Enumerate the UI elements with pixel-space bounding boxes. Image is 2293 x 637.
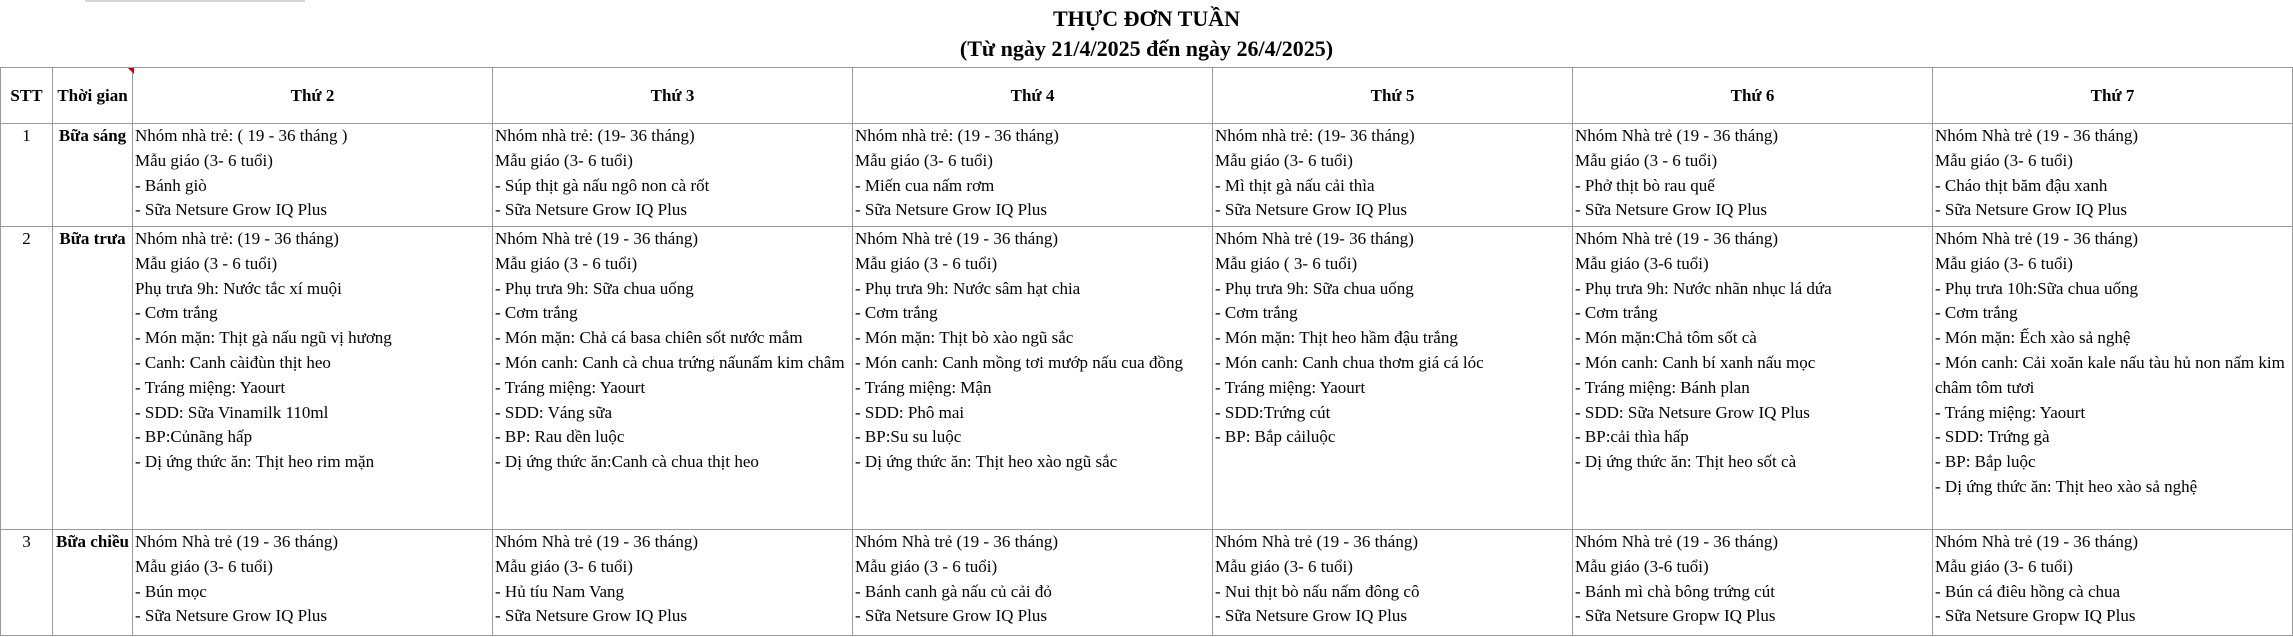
menu-line: - Miến cua nấm rơm — [855, 175, 995, 195]
menu-line: Nhóm nhà trẻ: (19- 36 tháng) — [1215, 126, 1415, 145]
menu-line: - SDD: Sữa Vinamilk 110ml — [135, 402, 329, 422]
menu-line: - Tráng miệng: Yaourt — [1215, 377, 1366, 397]
menu-cell — [493, 124, 853, 227]
menu-line: - Canh: Canh càiđùn thịt heo — [135, 352, 331, 372]
menu-line: - SDD: Sữa Netsure Grow IQ Plus — [1575, 402, 1810, 422]
menu-line: - Sữa Netsure Grow IQ Plus — [1215, 606, 1407, 626]
menu-line: - Sữa Netsure Gropw IQ Plus — [1935, 606, 2136, 626]
menu-line: Mẫu giáo (3 - 6 tuổi) — [1575, 150, 1718, 170]
menu-line: Nhóm Nhà trẻ (19- 36 tháng) — [1215, 229, 1414, 248]
menu-line: - Món mặn: Thịt heo hầm đậu trắng — [1215, 328, 1458, 348]
menu-line: - Món canh: Canh mồng tơi mướp nấu cua đồng — [855, 352, 1183, 372]
menu-line: - BP:cải thìa hấp — [1575, 427, 1689, 447]
menu-cell — [853, 530, 1213, 636]
menu-line: - Món mặn:Chả tôm sốt cà — [1575, 328, 1757, 348]
menu-line: - Sữa Netsure Grow IQ Plus — [135, 200, 327, 220]
header-thu-3: Thứ 3 — [493, 68, 853, 124]
menu-line: Mẫu giáo (3- 6 tuổi) — [1215, 556, 1353, 576]
menu-cell — [493, 227, 853, 530]
menu-line: Nhóm Nhà trẻ (19 - 36 tháng) — [495, 229, 699, 248]
menu-line: Mẫu giáo (3- 6 tuổi) — [495, 556, 633, 576]
menu-line: - Cơm trắng — [495, 303, 578, 323]
header-time: Thời gian — [53, 68, 133, 124]
header-thu-5: Thứ 5 — [1213, 68, 1573, 124]
menu-line: Mẫu giáo (3-6 tuổi) — [1575, 556, 1709, 576]
menu-line: - SDD: Phô mai — [855, 402, 965, 422]
header-stt: STT — [1, 68, 53, 124]
menu-line: Mẫu giáo (3- 6 tuổi) — [135, 150, 273, 170]
menu-line: - Cơm trắng — [1215, 303, 1298, 323]
menu-line: - Tráng miệng: Bánh plan — [1575, 377, 1750, 397]
menu-cell — [133, 124, 493, 227]
menu-line: - Món mặn: Chả cá basa chiên sốt nước mắm — [495, 328, 803, 348]
menu-line: - Cơm trắng — [1935, 303, 2018, 323]
menu-line: Nhóm Nhà trẻ (19 - 36 tháng) — [1935, 532, 2139, 551]
menu-line: - Dị ứng thức ăn: Thịt heo sốt cà — [1575, 452, 1797, 472]
menu-line: - Tráng miệng: Yaourt — [495, 377, 646, 397]
menu-line: Mẫu giáo (3-6 tuổi) — [1575, 253, 1709, 273]
menu-line: - Phụ trưa 9h: Sữa chua uống — [1215, 278, 1414, 298]
menu-line: - Tráng miệng: Mận — [855, 377, 992, 397]
menu-cell — [1573, 530, 1933, 636]
menu-line: - Nui thịt bò nấu nấm đông cô — [1215, 581, 1420, 601]
menu-line: - BP: Bắp cảiluộc — [1215, 427, 1336, 447]
menu-line: Phụ trưa 9h: Nước tắc xí muội — [135, 278, 342, 298]
menu-cell — [133, 227, 493, 530]
menu-line: Mẫu giáo ( 3- 6 tuổi) — [1215, 253, 1358, 273]
menu-line: Mẫu giáo (3- 6 tuổi) — [1935, 253, 2073, 273]
page-subtitle: (Từ ngày 21/4/2025 đến ngày 26/4/2025) — [959, 36, 1334, 61]
row-number: 1 — [1, 124, 53, 227]
menu-line: - Tráng miệng: Yaourt — [1935, 402, 2086, 422]
top-rule — [85, 0, 305, 2]
menu-line: Nhóm nhà trẻ: (19 - 36 tháng) — [135, 229, 339, 248]
menu-line: - Phụ trưa 9h: Nước sâm hạt chia — [855, 278, 1081, 298]
menu-cell — [1213, 124, 1573, 227]
menu-line: - Sữa Netsure Gropw IQ Plus — [1575, 606, 1776, 626]
menu-cell — [1573, 124, 1933, 227]
meal-time: Bữa chiều — [53, 530, 133, 636]
menu-line: - BP:Củnãng hấp — [135, 427, 253, 447]
header-thu-2: Thứ 2 — [133, 68, 493, 124]
menu-line: - Cơm trắng — [1575, 303, 1658, 323]
menu-line: - BP: Rau dền luộc — [495, 427, 625, 447]
menu-line: - Dị ứng thức ăn: Thịt heo xào ngũ sắc — [855, 452, 1118, 472]
menu-line: Mẫu giáo (3 - 6 tuổi) — [855, 253, 998, 273]
menu-line: - Sữa Netsure Grow IQ Plus — [855, 606, 1047, 626]
menu-line: - BP: Bắp luộc — [1935, 452, 2036, 472]
menu-line: - Cơm trắng — [855, 303, 938, 323]
menu-line: - Phở thịt bò rau quế — [1575, 175, 1715, 195]
menu-cell — [853, 227, 1213, 530]
menu-line: - Mì thịt gà nấu cải thìa — [1215, 175, 1375, 195]
comment-indicator — [128, 68, 134, 74]
meal-time: Bữa trưa — [53, 227, 133, 530]
menu-cell — [1933, 124, 2293, 227]
menu-line: Nhóm Nhà trẻ (19 - 36 tháng) — [855, 229, 1059, 248]
table-row — [1, 124, 2293, 227]
menu-line: - Món mặn: Thịt bò xào ngũ sắc — [855, 328, 1074, 348]
menu-line: - Bún cá điêu hồng cà chua — [1935, 581, 2121, 601]
menu-line: Mẫu giáo (3- 6 tuổi) — [135, 556, 273, 576]
menu-line: Nhóm Nhà trẻ (19 - 36 tháng) — [135, 532, 339, 551]
menu-line: - Bánh mì chà bông trứng cút — [1575, 581, 1775, 601]
menu-line: Nhóm Nhà trẻ (19 - 36 tháng) — [1935, 229, 2139, 248]
menu-line: - Cháo thịt băm đậu xanh — [1935, 175, 2108, 195]
meal-time: Bữa sáng — [53, 124, 133, 227]
menu-line: - Sữa Netsure Grow IQ Plus — [1935, 200, 2127, 220]
menu-line: - SDD: Trứng gà — [1935, 427, 2050, 447]
menu-line: - Sữa Netsure Grow IQ Plus — [495, 606, 687, 626]
menu-line: - Tráng miệng: Yaourt — [135, 377, 286, 397]
header-thu-7: Thứ 7 — [1933, 68, 2293, 124]
menu-cell — [1213, 530, 1573, 636]
menu-line: - Sữa Netsure Grow IQ Plus — [1215, 200, 1407, 220]
menu-line: - Món canh: Canh bí xanh nấu mọc — [1575, 352, 1816, 372]
menu-line: Nhóm Nhà trẻ (19 - 36 tháng) — [1575, 229, 1779, 248]
menu-line: Mẫu giáo (3- 6 tuổi) — [1935, 556, 2073, 576]
menu-line: - Món mặn: Ếch xào sả nghệ — [1935, 328, 2131, 348]
menu-line: - Bún mọc — [135, 581, 207, 601]
menu-line: - Món canh: Canh cà chua trứng nấunấm kim châm — [495, 352, 845, 372]
menu-line: Nhóm Nhà trẻ (19 - 36 tháng) — [1935, 126, 2139, 145]
menu-line: Nhóm Nhà trẻ (19 - 36 tháng) — [495, 532, 699, 551]
menu-cell — [133, 530, 493, 636]
menu-line: Nhóm nhà trẻ: ( 19 - 36 tháng ) — [135, 126, 348, 145]
menu-line: - Sữa Netsure Grow IQ Plus — [135, 606, 327, 626]
menu-line: Nhóm nhà trẻ: (19- 36 tháng) — [495, 126, 695, 145]
menu-line: Mẫu giáo (3 - 6 tuổi) — [495, 253, 638, 273]
menu-line: Mẫu giáo (3- 6 tuổi) — [1215, 150, 1353, 170]
menu-line: Nhóm Nhà trẻ (19 - 36 tháng) — [855, 532, 1059, 551]
menu-line: Mẫu giáo (3- 6 tuổi) — [1935, 150, 2073, 170]
menu-line: - Sữa Netsure Grow IQ Plus — [495, 200, 687, 220]
menu-cell — [1933, 530, 2293, 636]
menu-cell — [1213, 227, 1573, 530]
menu-line: - Dị ứng thức ăn:Canh cà chua thịt heo — [495, 452, 759, 472]
menu-line: - Phụ trưa 10h:Sữa chua uống — [1935, 278, 2139, 298]
weekly-menu-table — [0, 67, 2293, 636]
menu-line: Nhóm Nhà trẻ (19 - 36 tháng) — [1575, 126, 1779, 145]
header-thu-6: Thứ 6 — [1573, 68, 1933, 124]
menu-line: - Món canh: Canh chua thơm giá cá lóc — [1215, 352, 1484, 372]
menu-line: Nhóm Nhà trẻ (19 - 36 tháng) — [1215, 532, 1419, 551]
header-row — [1, 68, 2293, 124]
menu-line: Nhóm Nhà trẻ (19 - 36 tháng) — [1575, 532, 1779, 551]
menu-cell — [853, 124, 1213, 227]
header-thu-4: Thứ 4 — [853, 68, 1213, 124]
menu-cell — [493, 530, 853, 636]
menu-line: Mẫu giáo (3- 6 tuổi) — [855, 150, 993, 170]
menu-line: - Cơm trắng — [135, 303, 218, 323]
menu-cell — [1933, 227, 2293, 530]
table-row — [1, 530, 2293, 636]
row-number: 2 — [1, 227, 53, 530]
menu-line: - Sữa Netsure Grow IQ Plus — [1575, 200, 1767, 220]
menu-line: - Sữa Netsure Grow IQ Plus — [855, 200, 1047, 220]
menu-cell — [1573, 227, 1933, 530]
menu-line: - SDD: Váng sữa — [495, 402, 613, 422]
page-title: THỰC ĐƠN TUẦN — [1052, 6, 1240, 31]
menu-line: - Bánh canh gà nấu củ cải đỏ — [855, 581, 1052, 601]
menu-line: Nhóm nhà trẻ: (19 - 36 tháng) — [855, 126, 1059, 145]
menu-line: - Hủ tíu Nam Vang — [495, 581, 625, 601]
menu-line: Mẫu giáo (3- 6 tuổi) — [495, 150, 633, 170]
menu-line: - Món mặn: Thịt gà nấu ngũ vị hương — [135, 328, 392, 348]
menu-line: Mẫu giáo (3 - 6 tuổi) — [135, 253, 278, 273]
menu-line: Mẫu giáo (3 - 6 tuổi) — [855, 556, 998, 576]
menu-line: - BP:Su su luộc — [855, 427, 962, 447]
menu-line: - Súp thịt gà nấu ngô non cà rốt — [495, 175, 710, 195]
menu-line: - SDD:Trứng cút — [1215, 402, 1331, 422]
menu-line: - Dị ứng thức ăn: Thịt heo rim mặn — [135, 452, 375, 472]
row-number: 3 — [1, 530, 53, 636]
menu-line: - Phụ trưa 9h: Nước nhãn nhục lá dứa — [1575, 278, 1832, 298]
menu-body — [1, 124, 2293, 636]
menu-line: - Món canh: Cải xoăn kale nấu tàu hủ non nấm kim châm tôm tươi — [1935, 352, 2285, 397]
menu-line: - Bánh giò — [135, 175, 207, 195]
table-row — [1, 227, 2293, 530]
menu-line: - Dị ứng thức ăn: Thịt heo xào sả nghệ — [1935, 476, 2198, 496]
menu-line: - Phụ trưa 9h: Sữa chua uống — [495, 278, 694, 298]
